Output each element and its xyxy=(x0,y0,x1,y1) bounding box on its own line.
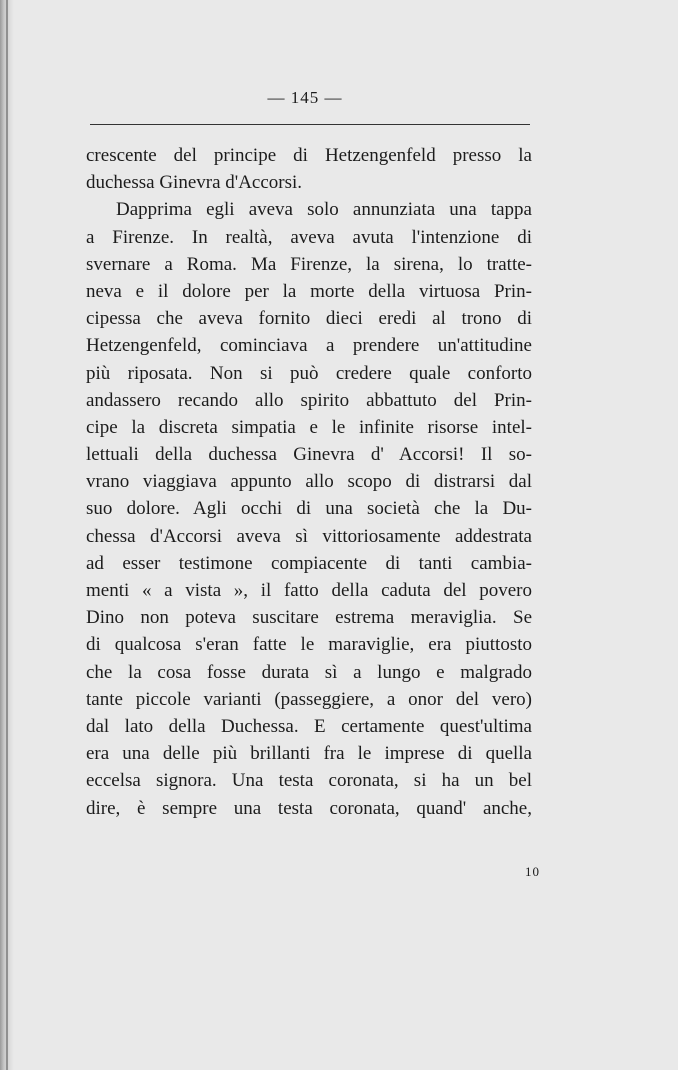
page-binding-line xyxy=(6,0,8,1070)
text-line: suo dolore. Agli occhi di una società che la Du- xyxy=(86,498,532,520)
text-line: andassero recando allo spirito abbattuto del Prin- xyxy=(86,389,532,411)
text-line: di qualcosa s'eran fatte le maraviglie, era piuttosto xyxy=(86,634,532,656)
text-line: a Firenze. In realtà, aveva avuta l'intenzione di xyxy=(86,226,532,248)
text-line: Hetzengenfeld, cominciava a prendere un'attitudine xyxy=(86,335,532,357)
text-line: tante piccole varianti (passeggiere, a onor del vero) xyxy=(86,688,532,710)
text-line: svernare a Roma. Ma Firenze, la sirena, lo tratte- xyxy=(86,253,532,275)
text-line: crescente del principe di Hetzengenfeld presso la xyxy=(86,145,532,166)
text-line: che la cosa fosse durata sì a lungo e malgrado xyxy=(86,661,532,683)
text-line: chessa d'Accorsi aveva sì vittoriosamente addestrata xyxy=(86,525,532,547)
text-line: era una delle più brillanti fra le imprese di quella xyxy=(86,743,532,765)
text-line: duchessa Ginevra d'Accorsi. xyxy=(86,172,303,194)
text-line: neva e il dolore per la morte della virtuosa Prin- xyxy=(86,280,532,302)
text-line: Dino non poteva suscitare estrema meraviglia. Se xyxy=(86,607,532,629)
text-line: lettuali della duchessa Ginevra d' Accorsi! Il so- xyxy=(86,444,532,466)
text-line: dal lato della Duchessa. E certamente quest'ultima xyxy=(86,715,532,737)
page-number: — 145 — xyxy=(267,88,343,107)
body-text xyxy=(86,142,532,822)
text-line: dire, è sempre una testa coronata, quand' anche, xyxy=(86,797,532,819)
text-line: menti « a vista », il fatto della caduta del povero xyxy=(86,580,532,601)
signature-mark: 10 xyxy=(525,864,540,879)
header-rule xyxy=(90,124,530,125)
text-line: più riposata. Non si può credere quale conforto xyxy=(86,362,532,384)
text-line: eccelsa signora. Una testa coronata, si ha un bel xyxy=(86,770,532,792)
text-line: vrano viaggiava appunto allo scopo di distrarsi dal xyxy=(86,471,532,493)
text-line: ad esser testimone compiacente di tanti cambia- xyxy=(86,552,532,574)
text-line: Dapprima egli aveva solo annunziata una tappa xyxy=(116,199,532,221)
text-line: cipe la discreta simpatia e le infinite risorse intel- xyxy=(86,416,532,438)
text-line: cipessa che aveva fornito dieci eredi al trono di xyxy=(86,308,532,330)
